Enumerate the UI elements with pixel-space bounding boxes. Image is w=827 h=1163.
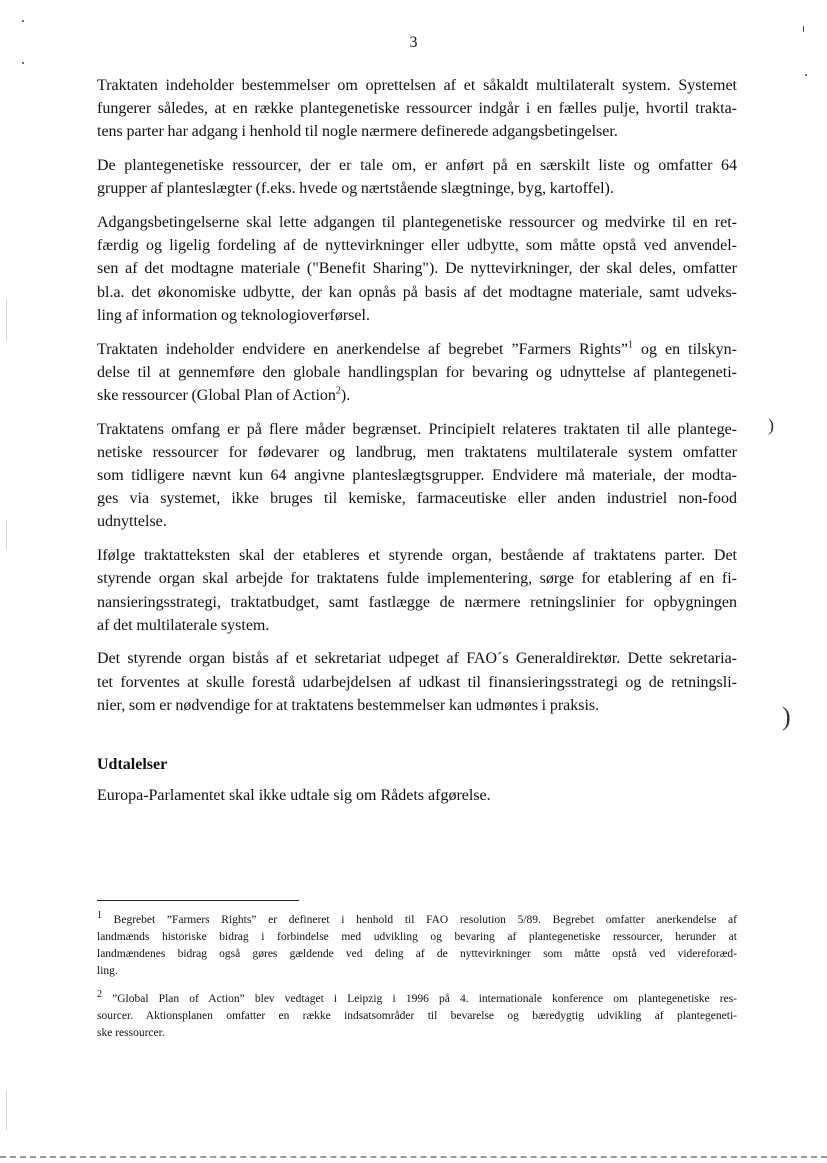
paragraph-scope <box>97 418 737 534</box>
text-line: grupper af planteslægter (f.eks. hvede og nærtstående slægtninge, byg, kartoffel). <box>97 180 614 198</box>
footnote-marker: 2 <box>97 989 102 1001</box>
punch-hole-mark: ) <box>782 702 791 731</box>
scan-edge-line <box>6 520 7 550</box>
paragraph-access-conditions <box>97 211 737 327</box>
text-line: bl.a. det økonomiske udbytte, der kan opnås på basis af det modtagne materiale, samt udveks- <box>97 283 737 301</box>
punch-hole-mark: ) <box>768 415 774 435</box>
footnote-ref-1: 1 <box>627 339 633 351</box>
text-line: tens parter har adgang i henhold til nogle nærmere definerede adgangsbetingelser. <box>97 123 618 141</box>
text-line: tet forventes at skulle forestå udarbejdelsen af udkast til finansieringsstrategi og de retningsli- <box>97 673 737 691</box>
text-line: som tidligere nævnt kun 64 angivne planteslægtsgrupper. Endvidere må materiale, der modta- <box>97 467 737 485</box>
scan-speck <box>22 62 24 64</box>
text-line: Det styrende organ bistås af et sekretariat udpeget af FAO´s Generaldirektør. Dette sekretaria- <box>97 650 737 668</box>
section-text: Europa-Parlamentet skal ikke udtale sig om Rådets afgørelse. <box>97 787 491 804</box>
text-line: nansieringsstrategi, traktatbudget, samt fastlægge de nærmere retningslinier for opbygningen <box>97 593 737 611</box>
text-segment: Traktaten indeholder endvidere en anerkendelse af begrebet ”Farmers Rights” <box>97 340 628 358</box>
text-line: af det multilaterale system. <box>97 616 270 634</box>
footnote-ref-2: 2 <box>335 385 341 397</box>
text-line <box>97 384 737 407</box>
scan-speck <box>803 26 804 32</box>
footnote-line <box>97 912 737 929</box>
paragraph-secretariat <box>97 647 737 717</box>
paragraph-farmers-rights <box>97 338 737 408</box>
paragraph-governing-body <box>97 544 737 637</box>
paragraph-multilateral-system <box>97 74 737 144</box>
text-line: De plantegenetiske ressourcer, der er tale om, er anført på en særskilt liste og omfatter 64 <box>97 157 737 175</box>
text-line: ges via systemet, ikke bruges til kemiske, farmaceutiske eller anden industriel non-food <box>97 490 737 508</box>
paragraph-resource-list <box>97 154 737 200</box>
text-line: styrende organ skal arbejde for traktatens fulde implementering, sørge for etablering af en fi- <box>97 570 737 588</box>
footnote-marker: 1 <box>97 910 102 922</box>
text-line: Traktaten indeholder bestemmelser om oprettelsen af et såkaldt multilateralt system. Systemet <box>97 77 737 94</box>
text-segment: ”Global Plan of Action” blev vedtaget i Leipzig i 1996 på 4. internationale konference om plantegenetiske res- <box>102 993 737 1005</box>
text-line <box>97 338 737 361</box>
text-line: Ifølge traktatteksten skal der etableres et styrende organ, bestående af traktatens parter. Det <box>97 547 737 565</box>
scan-bottom-edge <box>0 1156 827 1158</box>
footnote-line <box>97 991 737 1008</box>
text-line: Traktatens omfang er på flere måder begrænset. Principielt relateres traktaten til alle plantege- <box>97 420 737 438</box>
text-segment: og en tilskyn- <box>632 340 738 358</box>
text-line: delse til at gennemføre den globale handlingsplan for bevaring og udnyttelse af plantegeneti- <box>97 363 737 381</box>
text-line: færdig og ligelig fordeling af de nyttevirkninger eller udbytte, som måtte opstå ved anvendel- <box>97 237 737 255</box>
text-segment: ske ressourcer (Global Plan of Action <box>97 386 336 404</box>
text-line: udnyttelse. <box>97 513 167 531</box>
text-line: netiske ressourcer for fødevarer og landbrug, men traktatens multilaterale system omfatter <box>97 443 737 461</box>
footnote-1 <box>97 912 737 980</box>
footnotes <box>97 912 737 1053</box>
footnote-line: landmændenes bidrag også gøres gældende ved deling af de nyttevirkninger som måtte opstå ved videreforæd- <box>97 948 737 960</box>
body-text <box>97 74 737 728</box>
scan-edge-line <box>6 1090 7 1130</box>
text-line: Adgangsbetingelserne skal lette adgangen til plantegenetiske ressourcer og medvirke til en ret- <box>97 214 737 232</box>
footnote-line: ske ressourcer. <box>97 1027 165 1039</box>
footnote-separator <box>97 900 299 901</box>
scan-edge-line <box>6 300 7 340</box>
footnote-line: ling. <box>97 965 118 977</box>
text-segment: ). <box>340 386 351 404</box>
text-line: nier, som er nødvendige for at traktatens bestemmelser kan udmøntes i praksis. <box>97 696 600 714</box>
footnote-2 <box>97 991 737 1042</box>
footnote-line: sourcer. Aktionsplanen omfatter en række indsatsområder til bevarelse og bæredygtig udvikling af plantegeneti- <box>97 1010 737 1022</box>
scan-speck <box>805 74 807 76</box>
text-line: ling af information og teknologioverførsel. <box>97 306 370 324</box>
text-line: sen af det modtagne materiale ("Benefit Sharing"). De nyttevirkninger, der skal deles, omfatter <box>97 260 737 278</box>
text-line: fungerer således, at en række plantegenetiske ressourcer indgår i en fælles pulje, hvortil trakta- <box>97 100 737 118</box>
footnote-line: landmænds historiske bidrag i forbindelse med udvikling og bevaring af plantegenetiske ressourcer, herunder at <box>97 931 737 943</box>
text-segment: Begrebet ”Farmers Rights” er defineret i henhold til FAO resolution 5/89. Begrebet omfatter anerkendelse af <box>102 914 737 926</box>
scan-speck <box>22 20 24 22</box>
page-number: 3 <box>409 34 418 51</box>
section-heading: Udtalelser <box>97 756 168 773</box>
